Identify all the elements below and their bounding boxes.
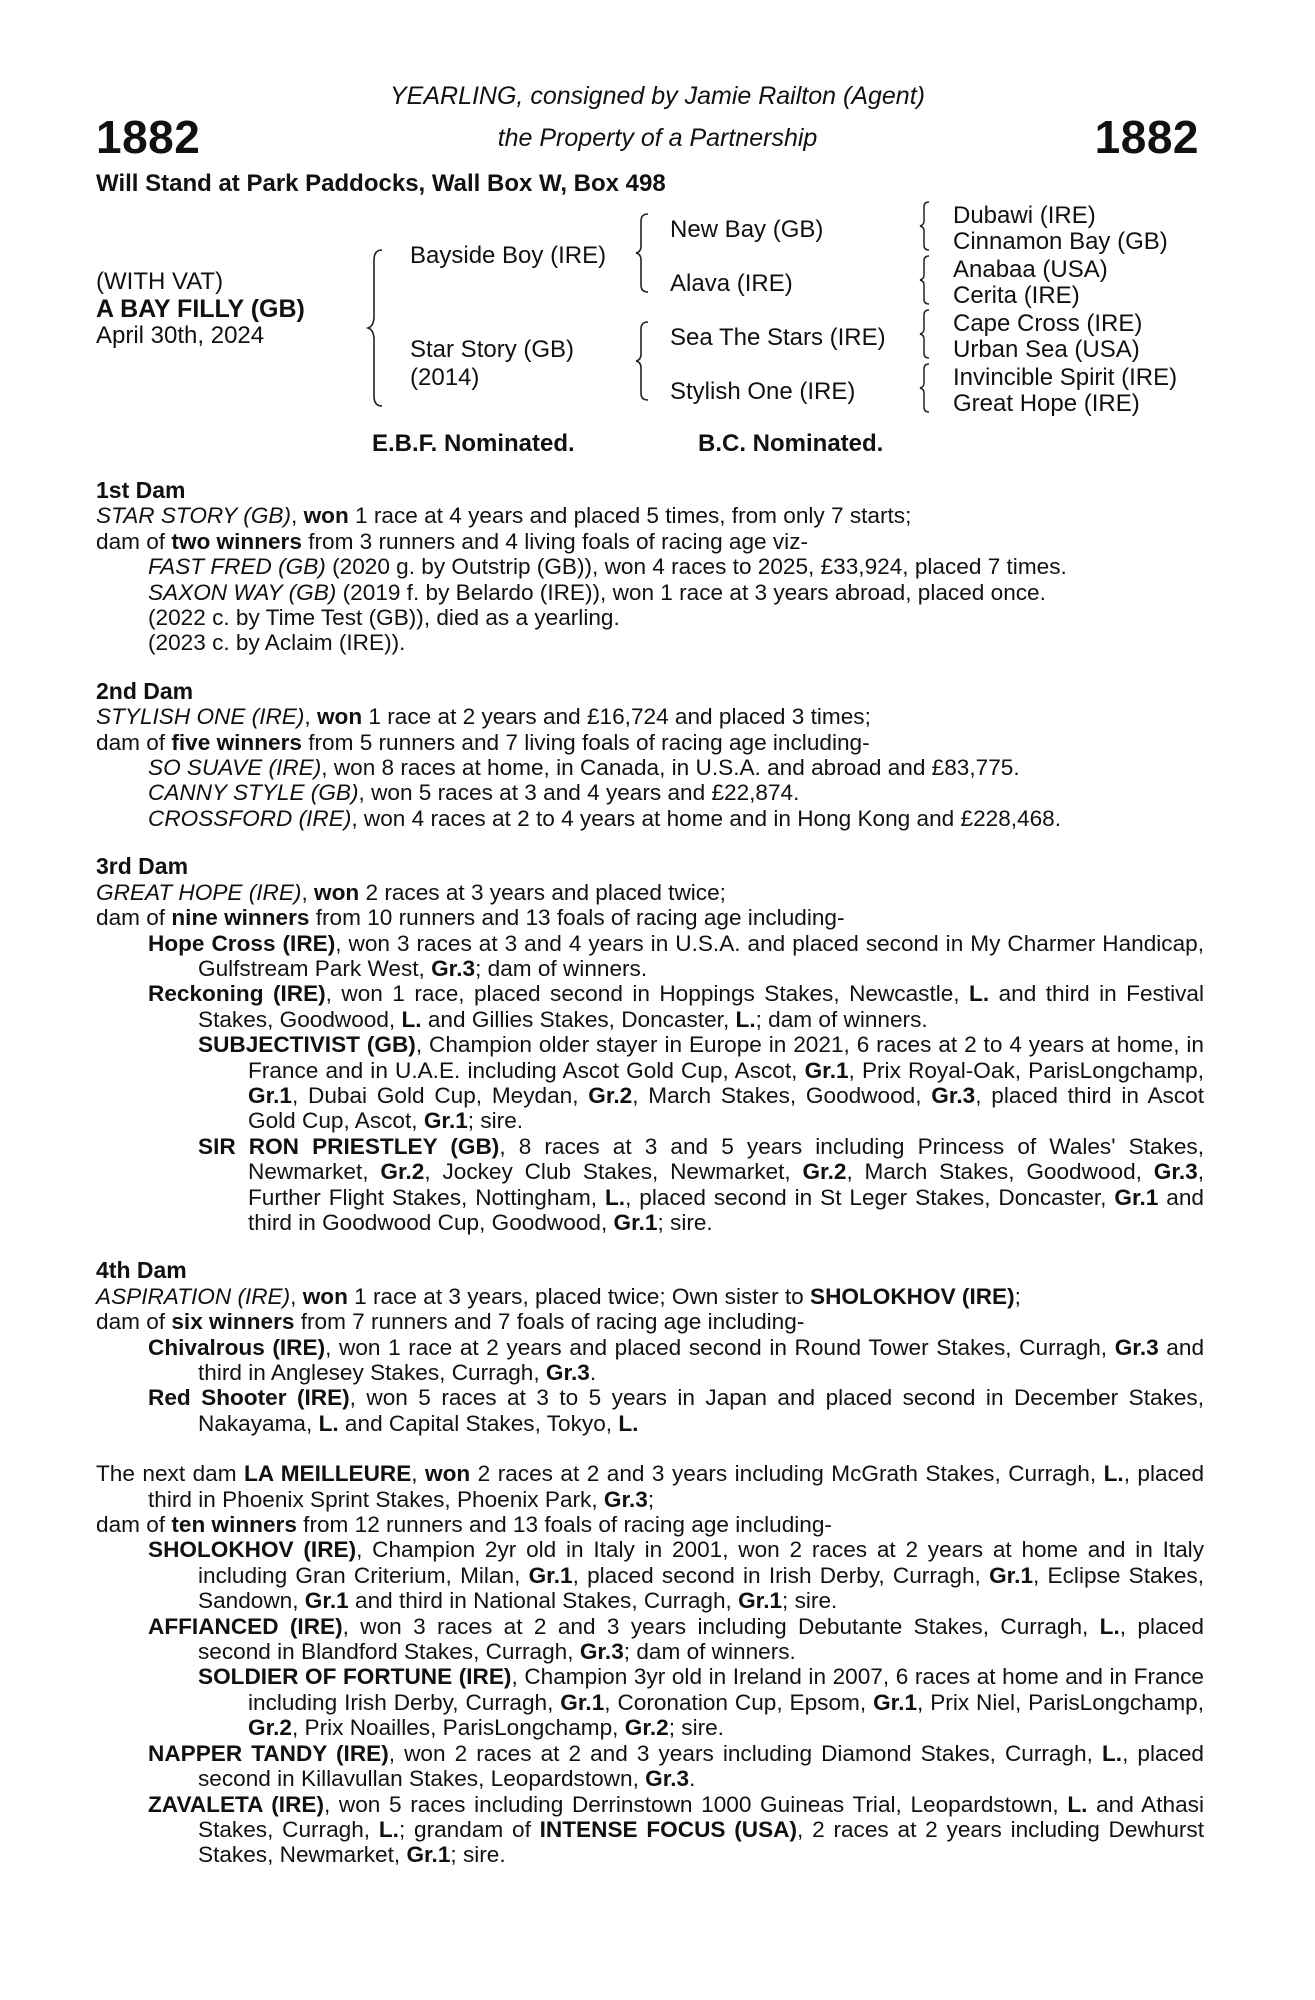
fourth-dam-heading: 4th Dam (96, 1257, 187, 1284)
progeny-entry: SHOLOKHOV (IRE), Champion 2yr old in Italy in 2001, won 2 races at 2 years at home and in Italy including Gran Criterium, Milan, Gr.1, placed second in Irish Derby, Curragh, Gr.1, Eclipse Stakes, Sandown, Gr.1 and third in National Stakes, Curragh, Gr.1; sire. (148, 1537, 1204, 1614)
ancestor-6: Urban Sea (USA) (953, 336, 1140, 363)
pedigree-brace-g2 (918, 254, 934, 306)
third-dam-summary: GREAT HOPE (IRE), won 2 races at 3 years and placed twice; (96, 879, 726, 905)
progeny-entry: (2022 c. by Time Test (GB)), died as a yearling. (148, 605, 620, 631)
progeny-entry: (2023 c. by Aclaim (IRE)). (148, 630, 406, 656)
pedigree-brace-main (366, 248, 390, 408)
dam-year: (2014) (410, 364, 480, 391)
first-dam-heading: 1st Dam (96, 477, 186, 503)
progeny-entry: Hope Cross (IRE), won 3 races at 3 and 4 years in U.S.A. and placed second in My Charmer Handicap, Gulfstream Park West, Gr.3; dam of winners. (148, 930, 1204, 981)
second-dam-summary: STYLISH ONE (IRE), won 1 race at 2 years and £16,724 and placed 3 times; (96, 704, 871, 730)
pedigree-brace-g3 (918, 308, 934, 360)
bc-nomination: B.C. Nominated. (698, 430, 884, 457)
progeny-entry: NAPPER TANDY (IRE), won 2 races at 2 and 3 years including Diamond Stakes, Curragh, L., placed second in Killavullan Stakes, Leopardstown, Gr.3. (148, 1740, 1204, 1792)
grand-progeny-entry: SIR RON PRIESTLEY (GB), 8 races at 3 and 5 years including Princess of Wales' Stakes, Newmarket, Gr.2, Jockey Club Stakes, Newmarket, Gr.2, March Stakes, Goodwood, Gr.3, Further Flight Stakes, Nottingham, L., placed second in St Leger Stakes, Doncaster, Gr.1 and third in Goodwood Cup, Goodwood, Gr.1; sire. (198, 1133, 1204, 1235)
stand-location: Will Stand at Park Paddocks, Wall Box W, Box 498 (96, 170, 666, 197)
pedigree-brace-g1 (918, 200, 934, 252)
next-dam-summary: The next dam LA MEILLEURE, won 2 races at 2 and 3 years including McGrath Stakes, Curragh, L., placed third in Phoenix Sprint Stakes, Phoenix Park, Gr.3; (96, 1461, 1205, 1512)
dam-dam-name: Stylish One (IRE) (670, 378, 856, 405)
ancestor-2: Cinnamon Bay (GB) (953, 228, 1168, 255)
second-dam-produce: dam of five winners from 5 runners and 7 living foals of racing age including- (96, 729, 870, 755)
dam-name: Star Story (GB) (410, 336, 575, 363)
dam-sire-name: Sea The Stars (IRE) (670, 324, 886, 351)
progeny-entry: Chivalrous (IRE), won 1 race at 2 years and placed second in Round Tower Stakes, Curragh, Gr.3 and third in Anglesey Stakes, Curragh, Gr.3. (148, 1334, 1205, 1385)
sire-sire-name: New Bay (GB) (670, 216, 824, 243)
ebf-nomination: E.B.F. Nominated. (372, 430, 575, 457)
section-gap (96, 1436, 1204, 1461)
pedigree-brace-sire (634, 212, 654, 294)
progeny-entry: CROSSFORD (IRE), won 4 races at 2 to 4 years at home and in Hong Kong and £228,468. (148, 805, 1062, 831)
property-line: the Property of a Partnership (497, 124, 818, 152)
lot-number-left: 1882 (96, 111, 201, 163)
third-dam-produce: dam of nine winners from 10 runners and 13 foals of racing age including- (96, 905, 845, 931)
vat-note: (WITH VAT) (96, 268, 224, 295)
next-dam-produce: dam of ten winners from 12 runners and 13 foals of racing age including- (96, 1512, 832, 1538)
second-dam-heading: 2nd Dam (96, 677, 194, 704)
ancestor-3: Anabaa (USA) (953, 256, 1108, 283)
fourth-dam-summary: ASPIRATION (IRE), won 1 race at 3 years, placed twice; Own sister to SHOLOKHOV (IRE); (96, 1283, 1021, 1309)
progeny-entry: SO SUAVE (IRE), won 8 races at home, in Canada, in U.S.A. and abroad and £83,775. (148, 755, 1020, 781)
progeny-entry: FAST FRED (GB) (2020 g. by Outstrip (GB)), won 4 races to 2025, £33,924, placed 7 times. (148, 554, 1067, 580)
horse-name: A BAY FILLY (GB) (96, 295, 305, 323)
consignment-line: YEARLING, consigned by Jamie Railton (Agent) (390, 82, 925, 110)
progeny-entry: Reckoning (IRE), won 1 race, placed second in Hoppings Stakes, Newcastle, L. and third in Festival Stakes, Goodwood, L. and Gillies Stakes, Doncaster, L.; dam of winners. (148, 981, 1205, 1032)
progeny-entry: Red Shooter (IRE), won 5 races at 3 to 5 years in Japan and placed second in December Stakes, Nakayama, L. and Capital Stakes, Tokyo, L. (148, 1385, 1204, 1436)
sire-dam-name: Alava (IRE) (670, 270, 793, 297)
ancestor-5: Cape Cross (IRE) (953, 310, 1143, 337)
sire-name: Bayside Boy (IRE) (410, 242, 607, 269)
progeny-entry: AFFIANCED (IRE), won 3 races at 2 and 3 years including Debutante Stakes, Curragh, L., placed second in Blandford Stakes, Curragh, Gr.3; dam of winners. (148, 1613, 1204, 1665)
third-dam-heading: 3rd Dam (96, 853, 189, 880)
ancestor-4: Cerita (IRE) (953, 282, 1080, 309)
grand-progeny-entry: SUBJECTIVIST (GB), Champion older stayer in Europe in 2021, 6 races at 2 to 4 years at home, in France and in U.A.E. including Ascot Gold Cup, Ascot, Gr.1, Prix Royal-Oak, ParisLongchamp, Gr.1, Dubai Gold Cup, Meydan, Gr.2, March Stakes, Goodwood, Gr.3, placed third in Ascot Gold Cup, Ascot, Gr.1; sire. (198, 1032, 1204, 1134)
lot-number-right: 1882 (1094, 111, 1199, 163)
progeny-entry: SAXON WAY (GB) (2019 f. by Belardo (IRE)), won 1 race at 3 years abroad, placed once. (148, 579, 1046, 605)
grand-progeny-entry: SOLDIER OF FORTUNE (IRE), Champion 3yr old in Ireland in 2007, 6 races at home and in France including Irish Derby, Curragh, Gr.1, Coronation Cup, Epsom, Gr.1, Prix Niel, ParisLongchamp, Gr.2, Prix Noailles, ParisLongchamp, Gr.2; sire. (198, 1664, 1205, 1741)
first-dam-summary: STAR STORY (GB), won 1 race at 4 years and placed 5 times, from only 7 starts; (96, 503, 912, 529)
pedigree-brace-g4 (918, 362, 934, 414)
progeny-entry: CANNY STYLE (GB), won 5 races at 3 and 4 years and £22,874. (148, 780, 800, 806)
ancestor-8: Great Hope (IRE) (953, 390, 1140, 417)
pedigree-brace-dam (634, 320, 654, 402)
ancestor-7: Invincible Spirit (IRE) (953, 364, 1178, 391)
ancestor-1: Dubawi (IRE) (953, 202, 1096, 229)
foaling-date: April 30th, 2024 (96, 322, 265, 349)
first-dam-produce: dam of two winners from 3 runners and 4 living foals of racing age viz- (96, 528, 809, 554)
progeny-entry: ZAVALETA (IRE), won 5 races including Derrinstown 1000 Guineas Trial, Leopardstown, L. and Athasi Stakes, Curragh, L.; grandam of INTENSE FOCUS (USA), 2 races at 2 years including Dewhurst Stakes, Newmarket, Gr.1; sire. (148, 1791, 1204, 1868)
produce-record (96, 478, 1204, 1868)
fourth-dam-produce: dam of six winners from 7 runners and 7 foals of racing age including- (96, 1309, 805, 1335)
